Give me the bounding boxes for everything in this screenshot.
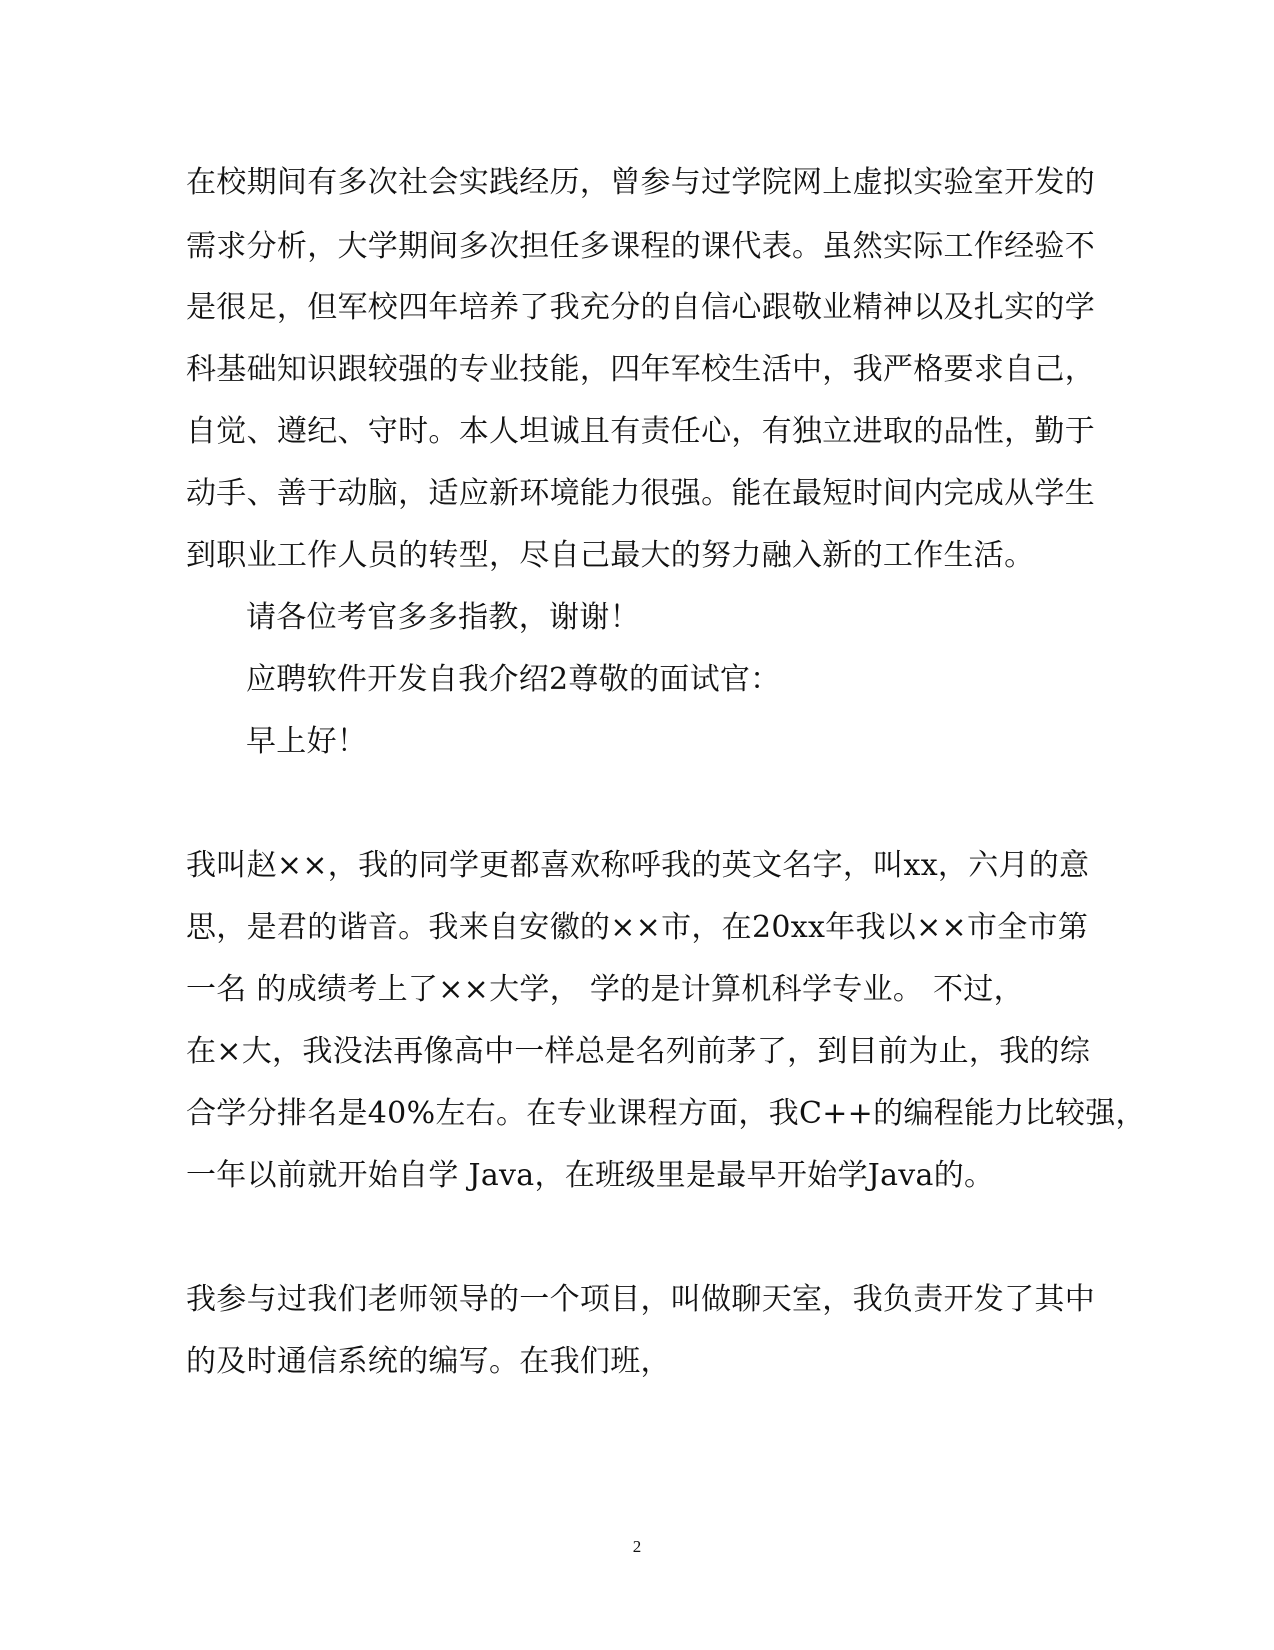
paragraph-1-line-5: 自觉、遵纪、守时。本人坦诚且有责任心，有独立进取的品性，勤于 bbox=[186, 414, 1095, 449]
paragraph-2-line-2: 思，是君的谐音。我来自安徽的××市，在20xx年我以××市全市第 bbox=[186, 910, 1089, 945]
paragraph-2-line-3: 一名 的成绩考上了××大学， 学的是计算机科学专业。 不过， bbox=[186, 972, 1024, 1007]
paragraph-2-line-6: 一年以前就开始自学 Java，在班级里是最早开始学Java的。 bbox=[186, 1158, 995, 1193]
paragraph-1-line-1: 在校期间有多次社会实践经历，曾参与过学院网上虚拟实验室开发的 bbox=[186, 165, 1095, 200]
paragraph-1-line-7: 到职业工作人员的转型，尽自己最大的努力融入新的工作生活。 bbox=[186, 538, 1035, 573]
paragraph-1-line-6: 动手、善于动脑，适应新环境能力很强。能在最短时间内完成从学生 bbox=[186, 476, 1095, 511]
paragraph-2-line-1: 我叫赵××，我的同学更都喜欢称呼我的英文名字，叫xx，六月的意 bbox=[186, 848, 1090, 883]
paragraph-1-line-3: 是很足，但军校四年培养了我充分的自信心跟敬业精神以及扎实的学 bbox=[186, 290, 1095, 325]
paragraph-1-line-2: 需求分析，大学期间多次担任多课程的课代表。虽然实际工作经验不 bbox=[186, 229, 1095, 264]
greeting-line: 早上好！ bbox=[246, 724, 368, 759]
paragraph-3-line-1: 我参与过我们老师领导的一个项目，叫做聊天室，我负责开发了其中 bbox=[186, 1282, 1095, 1317]
heading-line: 应聘软件开发自我介绍2尊敬的面试官： bbox=[246, 662, 781, 697]
page-number: 2 bbox=[632, 1537, 642, 1556]
paragraph-1-line-4: 科基础知识跟较强的专业技能，四年军校生活中，我严格要求自己， bbox=[186, 352, 1095, 387]
paragraph-2-line-4: 在×大，我没法再像高中一样总是名列前茅了，到目前为止，我的综 bbox=[186, 1034, 1091, 1069]
closing-line: 请各位考官多多指教，谢谢！ bbox=[246, 600, 640, 635]
paragraph-3-line-2: 的及时通信系统的编写。在我们班， bbox=[186, 1344, 671, 1379]
paragraph-2-line-5: 合学分排名是40%左右。在专业课程方面，我C++的编程能力比较强， bbox=[186, 1096, 1146, 1131]
